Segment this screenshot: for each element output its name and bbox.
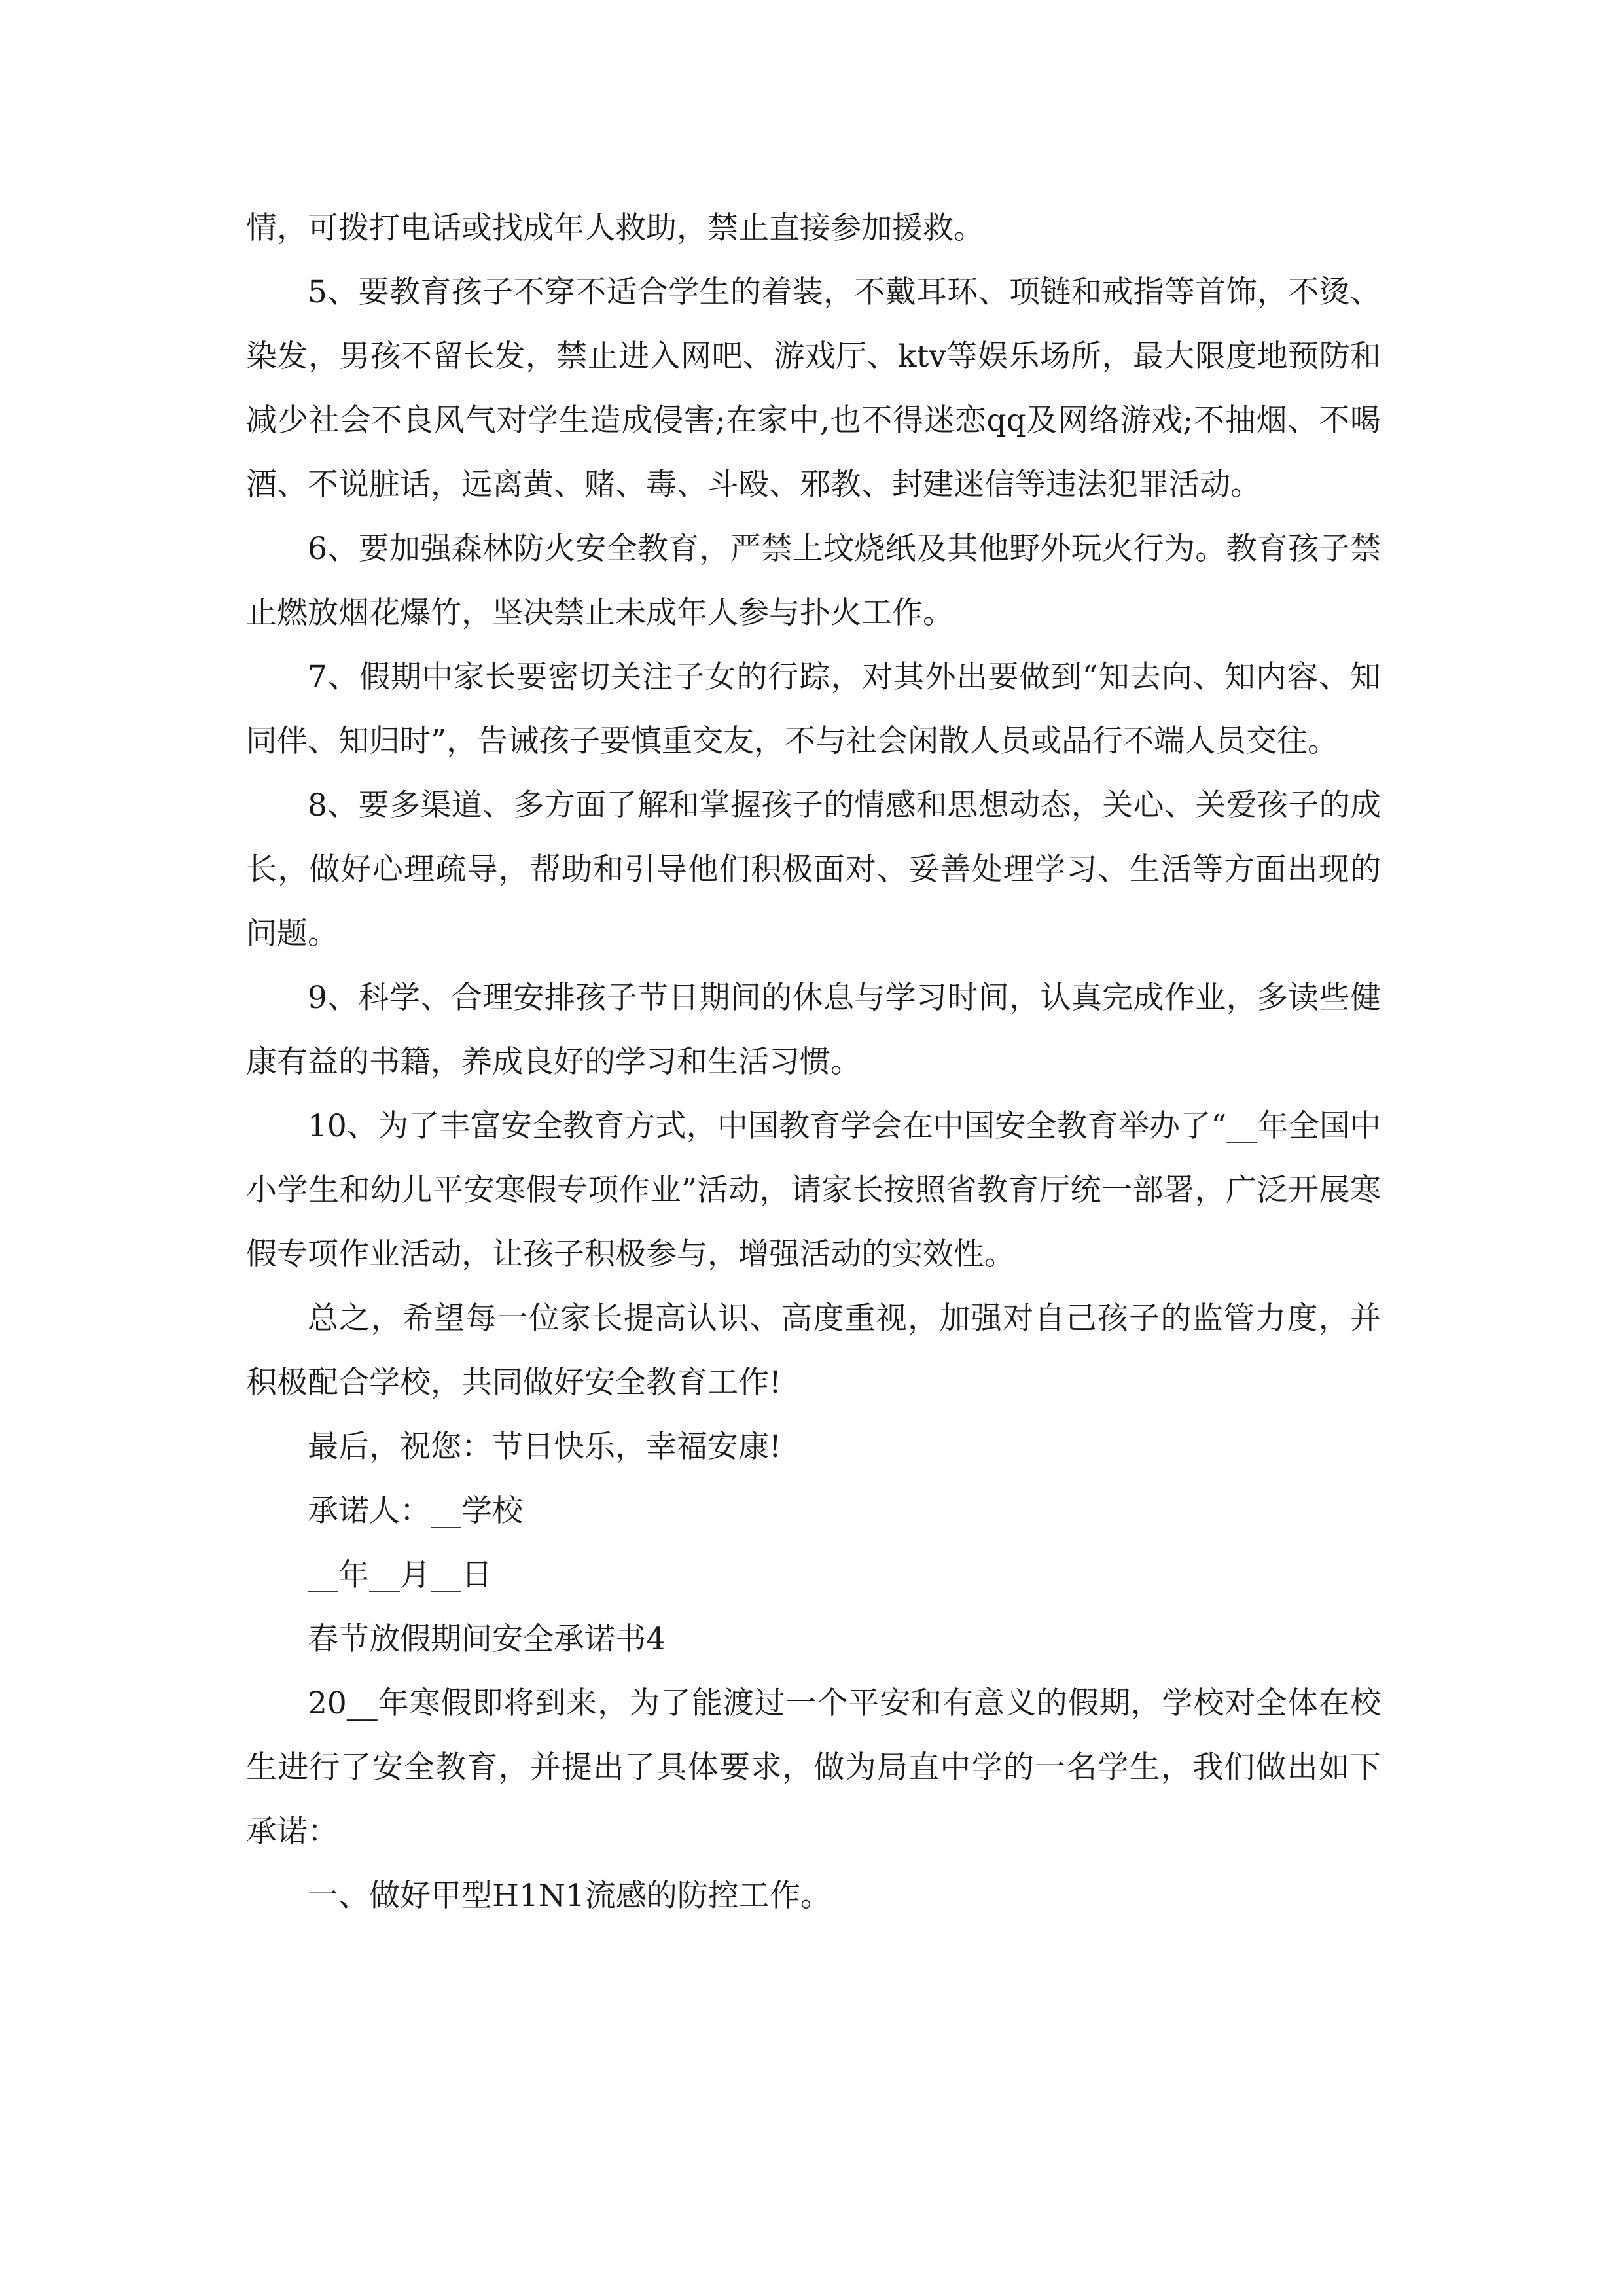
section-title: 春节放假期间安全承诺书4	[308, 1621, 666, 1657]
paragraph-item-9: 9、科学、合理安排孩子节日期间的休息与学习时间，认真完成作业，多读些健康有益的书籍，养成良好的学习和生活习惯。	[246, 980, 1381, 1080]
paragraph-item-10: 10、为了丰富安全教育方式，中国教育学会在中国安全教育举办了“__年全国中小学生和幼儿平安寒假专项作业”活动，请家长按照省教育厅统一部署，广泛开展寒假专项作业活动，让孩子积极参与，增强活动的实效性。	[246, 1108, 1381, 1272]
paragraph-point-1: 一、做好甲型H1N1流感的防控工作。	[308, 1878, 831, 1914]
paragraph-closing-wish: 最后，祝您：节日快乐，幸福安康!	[308, 1429, 781, 1465]
paragraph-item-7: 7、假期中家长要密切关注子女的行踪，对其外出要做到“知去向、知内容、知同伴、知归时”，告诫孩子要慎重交友，不与社会闲散人员或品行不端人员交往。	[246, 659, 1381, 759]
document-body	[246, 196, 1381, 1928]
paragraph-summary: 总之，希望每一位家长提高认识、高度重视，加强对自己孩子的监管力度，并积极配合学校，共同做好安全教育工作!	[246, 1300, 1381, 1401]
date-line: __年__月__日	[308, 1557, 492, 1593]
signature-line: 承诺人：__学校	[308, 1493, 523, 1529]
paragraph-continuation: 情，可拨打电话或找成年人救助，禁止直接参加援救。	[246, 210, 984, 246]
paragraph-item-6: 6、要加强森林防火安全教育，严禁上坟烧纸及其他野外玩火行为。教育孩子禁止燃放烟花爆竹，坚决禁止未成年人参与扑火工作。	[246, 531, 1381, 631]
paragraph-item-8: 8、要多渠道、多方面了解和掌握孩子的情感和思想动态，关心、关爱孩子的成长，做好心理疏导，帮助和引导他们积极面对、妥善处理学习、生活等方面出现的问题。	[246, 787, 1381, 952]
paragraph-item-5: 5、要教育孩子不穿不适合学生的着装，不戴耳环、项链和戒指等首饰，不烫、染发，男孩不留长发，禁止进入网吧、游戏厅、ktv等娱乐场所，最大限度地预防和减少社会不良风气对学生造成侵害;在家中,也不得迷恋qq及网络游戏;不抽烟、不喝酒、不说脏话，远离黄、赌、毒、斗殴、邪教、封建迷信等违法犯罪活动。	[246, 274, 1381, 503]
paragraph-intro: 20__年寒假即将到来，为了能渡过一个平安和有意义的假期，学校对全体在校生进行了安全教育，并提出了具体要求，做为局直中学的一名学生，我们做出如下承诺：	[246, 1685, 1381, 1850]
